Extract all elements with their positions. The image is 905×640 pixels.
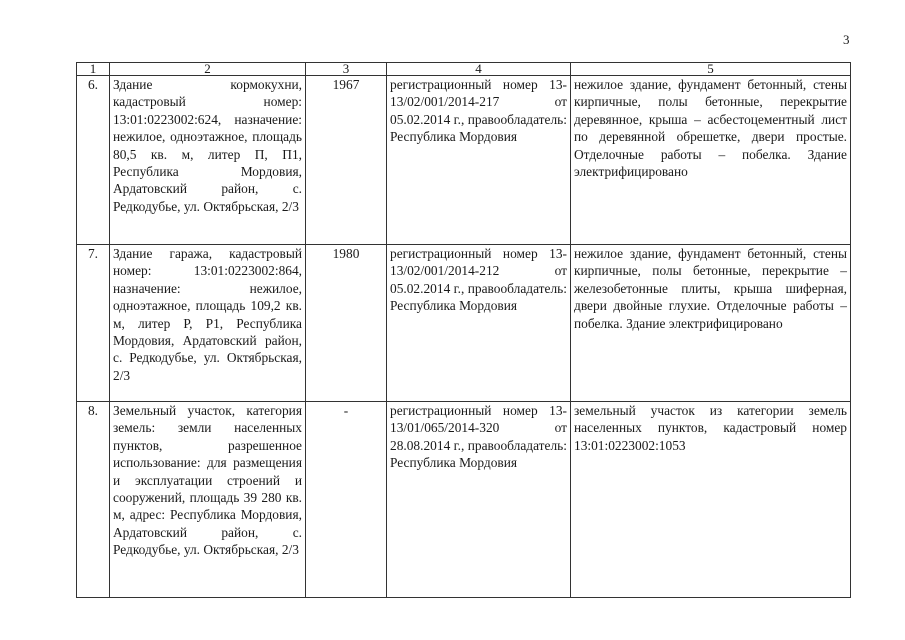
object-description: Здание гаража, кадастровый номер: 13:01:0223002:864, назначение: нежилое, одноэтажное, площадь 109,2 кв. м, литер Р, Р1, Республика Мордовия, Ардатовский район, с. Редкодубье, ул. Октябрьская, 2/3 (110, 245, 306, 402)
table-row (77, 76, 851, 245)
registration-info: регистрационный номер 13-13/02/001/2014-217 от 05.02.2014 г., правообладатель: Республика Мордовия (387, 76, 571, 245)
row-number: 7. (77, 245, 110, 402)
characteristics: земельный участок из категории земель населенных пунктов, кадастровый номер 13:01:0223002:1053 (571, 402, 851, 598)
object-description: Земельный участок, категория земель: земли населенных пунктов, разрешенное использование: для размещения и эксплуатации строений и сооружений, площадь 39 280 кв. м, адрес: Республика Мордовия, Ардатовский район, с. Редкодубье, ул. Октябрьская, 2/3 (110, 402, 306, 598)
row-number: 8. (77, 402, 110, 598)
header-col-2: 2 (110, 63, 306, 76)
table-header-row (77, 63, 851, 76)
header-col-3: 3 (306, 63, 387, 76)
header-col-4: 4 (387, 63, 571, 76)
year-built: - (306, 402, 387, 598)
year-built: 1967 (306, 76, 387, 245)
characteristics: нежилое здание, фундамент бетонный, стены кирпичные, полы бетонные, перекрытие – железобетонные плиты, крыша шиферная, двери двойные глухие. Отделочные работы – побелка. Здание электрифицировано (571, 245, 851, 402)
property-registry-table (76, 62, 851, 598)
characteristics: нежилое здание, фундамент бетонный, стены кирпичные, полы бетонные, перекрытие деревянное, крыша – асбестоцементный лист по деревянной обрешетке, двери простые. Отделочные работы – побелка. Здание электрифицировано (571, 76, 851, 245)
table-row (77, 402, 851, 598)
object-description: Здание кормокухни, кадастровый номер: 13:01:0223002:624, назначение: нежилое, одноэтажное, площадь 80,5 кв. м, литер П, П1, Республика Мордовия, Ардатовский район, с. Редкодубье, ул. Октябрьская, 2/3 (110, 76, 306, 245)
year-built: 1980 (306, 245, 387, 402)
header-col-1: 1 (77, 63, 110, 76)
table-row (77, 245, 851, 402)
row-number: 6. (77, 76, 110, 245)
page-number: 3 (843, 32, 850, 47)
header-col-5: 5 (571, 63, 851, 76)
registration-info: регистрационный номер 13-13/02/001/2014-212 от 05.02.2014 г., правообладатель: Республика Мордовия (387, 245, 571, 402)
registration-info: регистрационный номер 13-13/01/065/2014-320 от 28.08.2014 г., правообладатель: Республика Мордовия (387, 402, 571, 598)
